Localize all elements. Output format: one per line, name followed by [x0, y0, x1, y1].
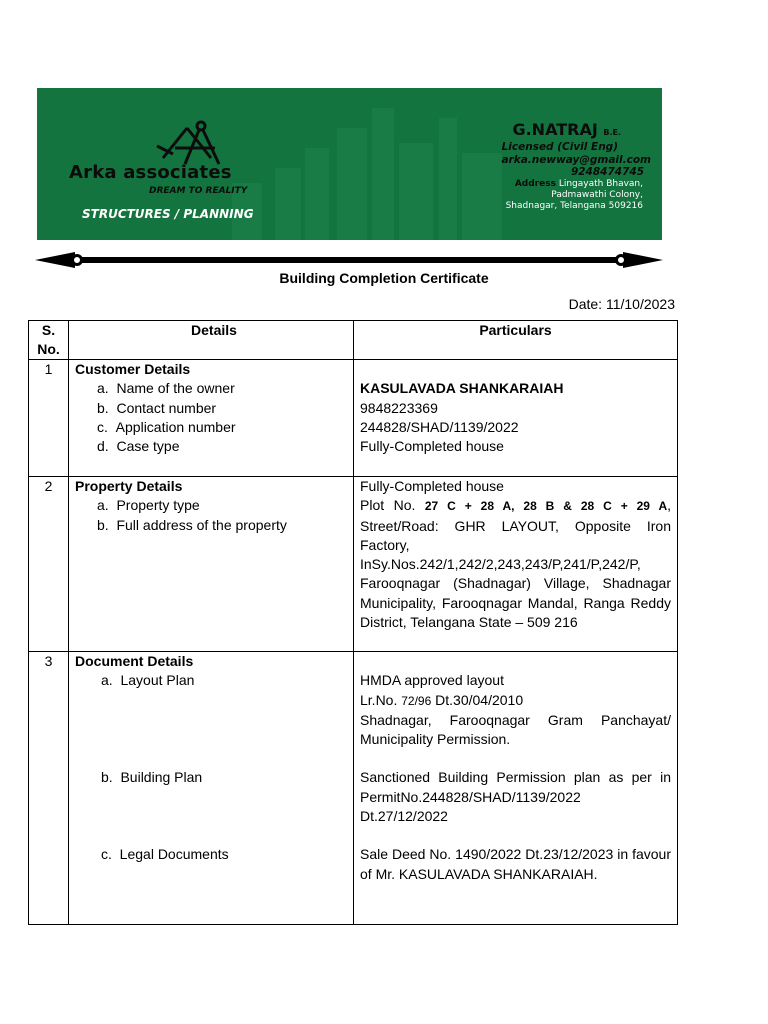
property-address	[360, 496, 671, 632]
document-date: Date: 11/10/2023	[568, 296, 675, 312]
detail-label: b. Full address of the property	[97, 516, 287, 533]
letterhead-banner	[37, 88, 662, 240]
address-line-1-text: Lingayath Bhavan,	[558, 178, 643, 189]
row-sno: 3	[29, 652, 69, 925]
row-particulars	[354, 652, 678, 925]
contact-phone: 9248474745	[570, 166, 644, 179]
brand-name: Arka associates	[69, 162, 232, 183]
address-text: Street/Road: GHR LAYOUT, Opposite Iron Factory, InSy.Nos.242/1,242/2,243,243/P,241/P,242/P, Farooqnagar (Shadnagar) Village, Shadnagar Municipality, Farooqnagar Mandal, Ranga Reddy District, Telangana State – 509 216	[360, 517, 671, 631]
layout-approval: HMDA approved layout	[360, 672, 504, 689]
plot-prefix: Plot No.	[360, 497, 416, 514]
legal-documents: Sale Deed No. 1490/2022 Dt.23/12/2023 in favour of Mr. KASULAVADA SHANKARAIAH.	[360, 846, 671, 882]
address-label: Address	[514, 178, 556, 189]
detail-label: b. Building Plan	[101, 768, 203, 785]
row-details	[69, 652, 354, 925]
plot-numbers: 27 C + 28 A, 28 B & 28 C + 29 A	[424, 499, 668, 514]
row-particulars	[354, 360, 678, 477]
decorative-divider	[35, 250, 663, 270]
section-heading: Property Details	[75, 478, 183, 494]
table-row	[29, 360, 678, 477]
address-line-2: Padmawathi Colony,	[551, 189, 643, 200]
section-heading: Document Details	[75, 653, 194, 669]
compass-logo-icon	[155, 118, 231, 168]
table-row	[29, 652, 678, 925]
detail-label: b. Contact number	[97, 399, 217, 416]
detail-label: d. Case type	[97, 438, 180, 455]
contact-number: 9848223369	[360, 399, 438, 416]
detail-label: a. Name of the owner	[97, 380, 235, 397]
case-type: Fully-Completed house	[360, 438, 504, 455]
services-text: STRUCTURES / PLANNING	[82, 207, 254, 221]
row-sno: 1	[29, 360, 69, 477]
row-details	[69, 360, 354, 477]
header-particulars: Particulars	[354, 321, 678, 360]
row-particulars	[354, 477, 678, 652]
header-sno: S. No.	[29, 321, 69, 360]
row-sno: 2	[29, 477, 69, 652]
detail-label: a. Property type	[97, 497, 200, 514]
engineer-degree: B.E.	[603, 128, 621, 137]
table-row	[29, 477, 678, 652]
layout-permission: Shadnagar, Farooqnagar Gram Panchayat/ Municipality Permission.	[360, 711, 671, 748]
row-details	[69, 477, 354, 652]
application-number: 244828/SHAD/1139/2022	[360, 418, 519, 435]
header-details: Details	[69, 321, 354, 360]
section-heading: Customer Details	[75, 361, 191, 377]
plot-suffix: ,	[667, 497, 671, 514]
building-permission: Sanctioned Building Permission plan as per in PermitNo.244828/SHAD/1139/2022 Dt.27/12/2022	[360, 769, 671, 825]
document-title: Building Completion Certificate	[279, 270, 489, 286]
certificate-table	[28, 320, 678, 925]
contact-email: arka.newway@gmail.com	[501, 153, 651, 166]
brand-tagline: DREAM TO REALITY	[149, 186, 248, 196]
detail-label: a. Layout Plan	[101, 672, 195, 689]
owner-name: KASULAVADA SHANKARAIAH	[360, 380, 564, 397]
table-header-row	[29, 321, 678, 360]
layout-letter: Lr.No. 72/96 Dt.30/04/2010	[360, 691, 524, 708]
property-type: Fully-Completed house	[360, 478, 504, 494]
contact-block	[501, 120, 651, 211]
license-text: Licensed (Civil Eng)	[501, 141, 618, 154]
address-line-1	[501, 179, 643, 190]
engineer-name-text: G.NATRAJ	[512, 120, 598, 139]
detail-label: c. Legal Documents	[101, 845, 229, 862]
detail-label: c. Application number	[97, 418, 236, 435]
address-line-3: Shadnagar, Telangana 509216	[505, 200, 643, 211]
engineer-name	[501, 120, 621, 139]
